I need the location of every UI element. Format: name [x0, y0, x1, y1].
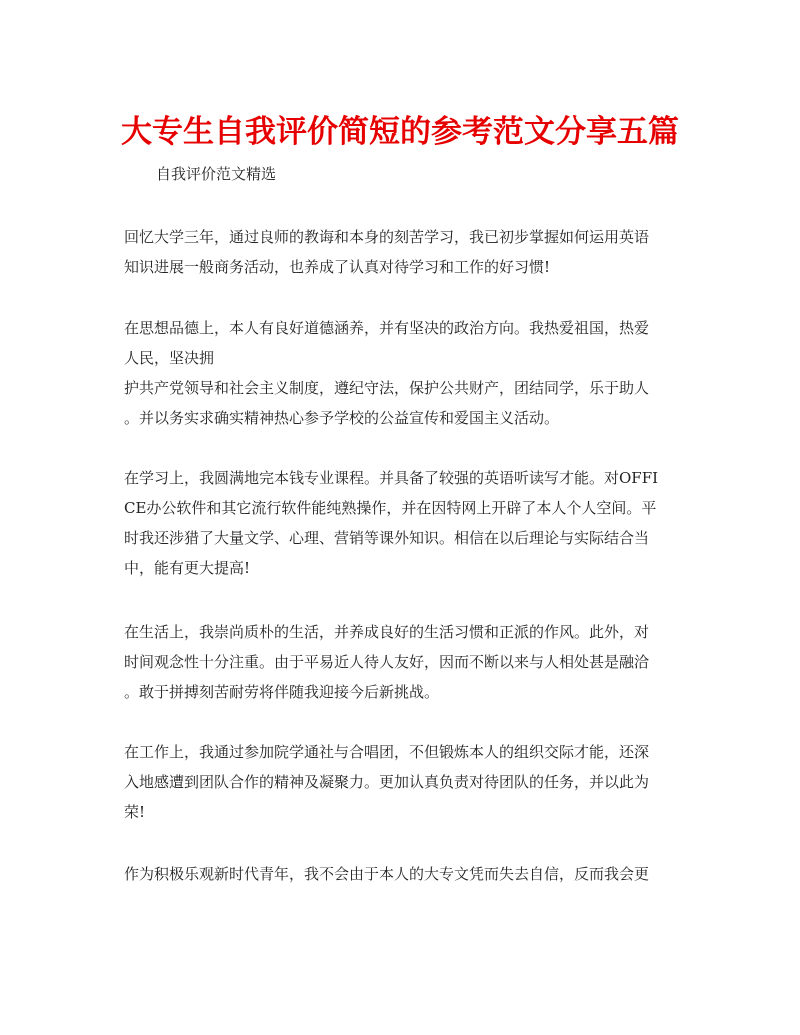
paragraph-6	[124, 859, 680, 889]
paragraph-line: 知识进展一般商务活动，也养成了认真对待学习和工作的好习惯!	[124, 258, 551, 276]
paragraph-line: 中，能有更大提高!	[124, 559, 251, 577]
document-subtitle: 自我评价范文精选	[156, 165, 277, 183]
paragraph-line: 作为积极乐观新时代青年，我不会由于本人的大专文凭而失去自信，反而我会更	[124, 865, 650, 883]
paragraph-line: 在生活上，我崇尚质朴的生活，并养成良好的生活习惯和正派的作风。此外，对	[124, 623, 650, 641]
document-title: 大专生自我评价简短的参考范文分享五篇	[121, 114, 679, 150]
paragraph-line: 荣!	[124, 803, 146, 821]
paragraph-line: 在工作上，我通过参加院学通社与合唱团，不但锻炼本人的组织交际才能，还深	[124, 743, 650, 761]
paragraph-3	[124, 463, 680, 583]
paragraph-1	[124, 222, 680, 282]
paragraph-line: 入地感遭到团队合作的精神及凝聚力。更加认真负责对待团队的任务，并以此为	[124, 773, 650, 791]
paragraph-line: 时我还涉猎了大量文学、心理、营销等课外知识。相信在以后理论与实际结合当	[124, 529, 650, 547]
paragraph-line: 。敢于拼搏刻苦耐劳将伴随我迎接今后新挑战。	[124, 683, 440, 701]
paragraph-line: 在学习上，我圆满地完本钱专业课程。并具备了较强的英语听读写才能。对OFFI	[124, 469, 659, 487]
paragraph-line: 在思想品德上，本人有良好道德涵养，并有坚决的政治方向。我热爱祖国，热爱	[124, 319, 650, 337]
paragraph-line: 人民，坚决拥	[124, 349, 215, 367]
paragraph-line: 回忆大学三年，通过良师的教诲和本身的刻苦学习，我已初步掌握如何运用英语	[124, 228, 650, 246]
paragraph-line: 。并以务实求确实精神热心参予学校的公益宣传和爱国主义活动。	[124, 409, 560, 427]
paragraph-line: 时间观念性十分注重。由于平易近人待人友好，因而不断以来与人相处甚是融洽	[124, 653, 650, 671]
paragraph-line: CE办公软件和其它流行软件能纯熟操作，并在因特网上开辟了本人个人空间。平	[124, 499, 657, 517]
paragraph-5	[124, 737, 680, 827]
paragraph-2	[124, 313, 680, 433]
paragraph-line: 护共产党领导和社会主义制度，遵纪守法，保护公共财产，团结同学，乐于助人	[124, 379, 650, 397]
paragraph-4	[124, 617, 680, 707]
